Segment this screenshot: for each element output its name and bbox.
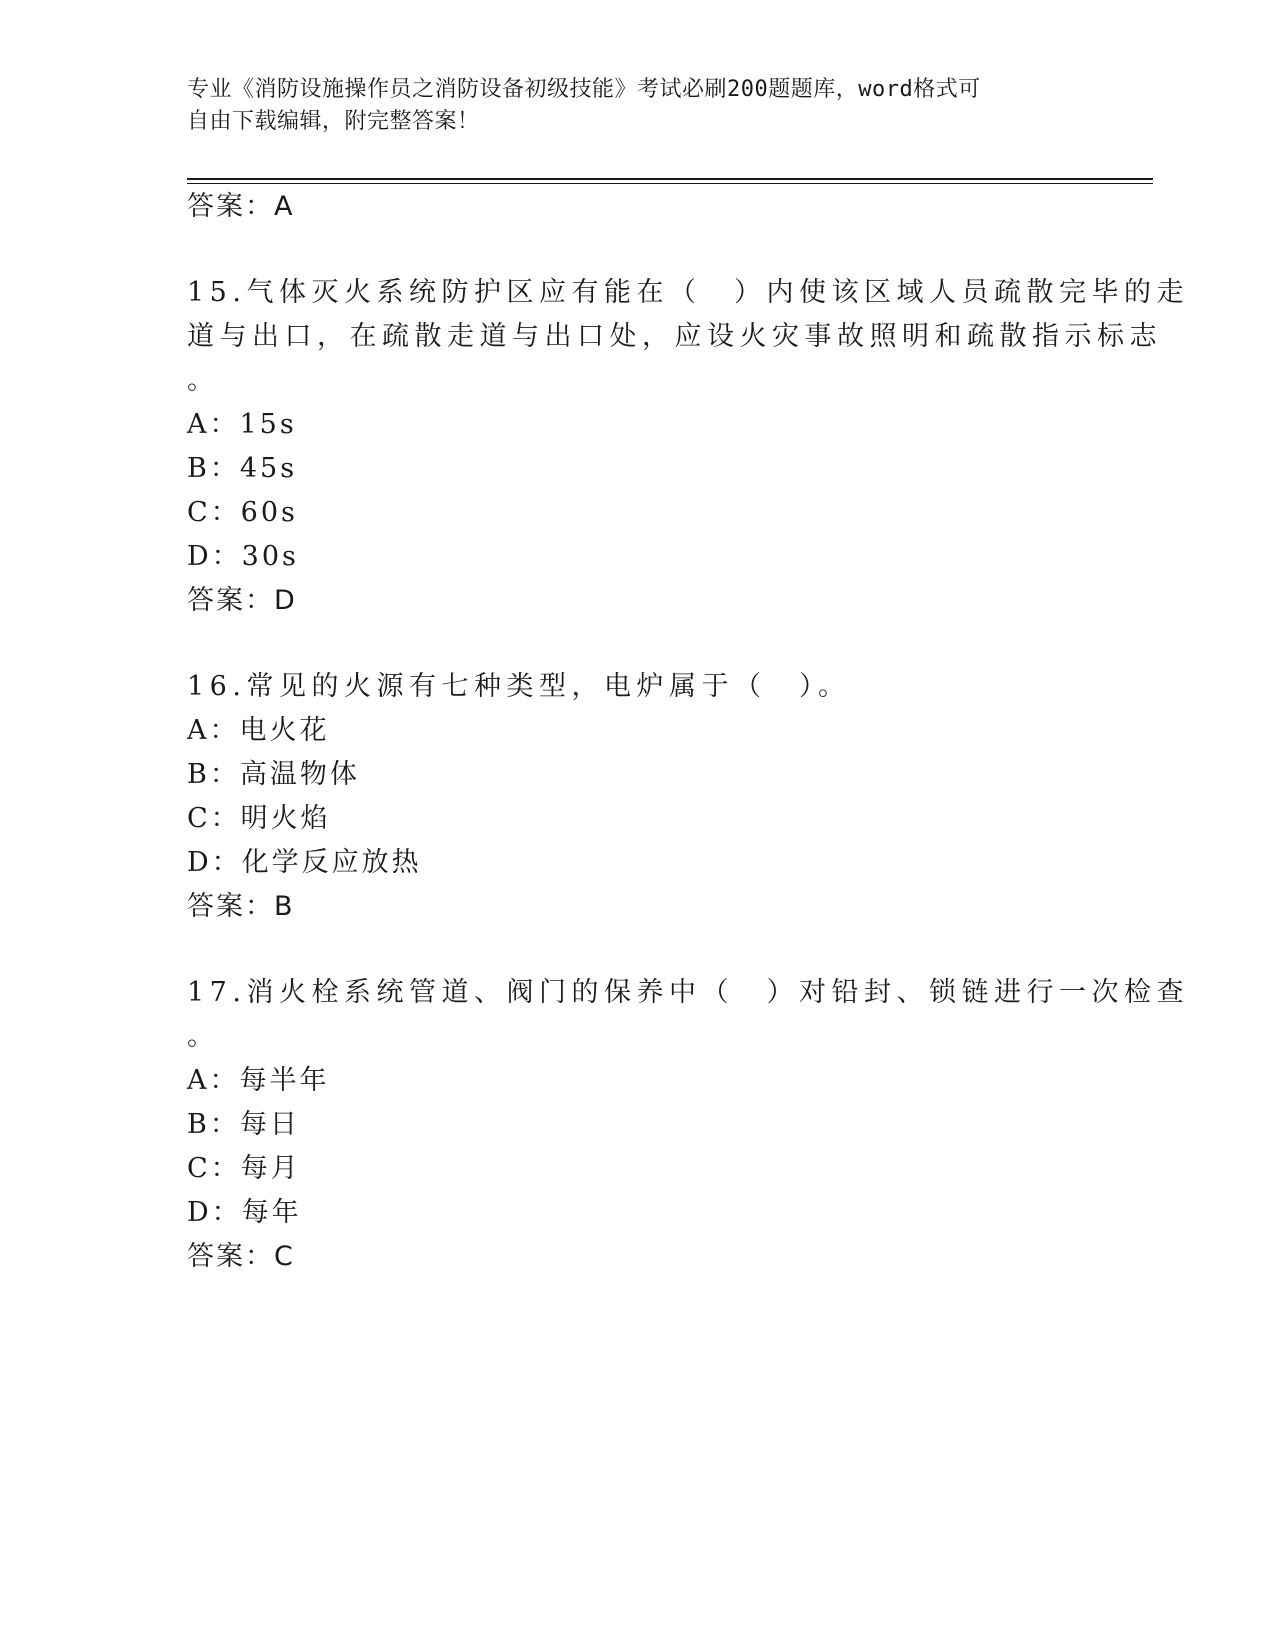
- header-rule-thick: [187, 178, 1153, 180]
- question-16-option-b: B：高温物体: [187, 759, 360, 790]
- question-16-option-c: C：明火焰: [187, 803, 331, 834]
- question-16-answer: 答案：B: [187, 891, 295, 922]
- question-15-answer: 答案：D: [187, 585, 297, 616]
- header-rule-thin: [187, 183, 1153, 184]
- question-15-text-line-1: 15.气体灭火系统防护区应有能在（ ）内使该区域人员疏散完毕的走: [187, 277, 1189, 308]
- question-15-text-line-3: 。: [187, 365, 220, 396]
- question-17-option-c: C：每月: [187, 1153, 301, 1184]
- question-17-text-line-2: 。: [187, 1021, 220, 1052]
- question-15-option-a: A：15s: [187, 409, 297, 440]
- question-17-option-d: D：每年: [187, 1197, 302, 1228]
- question-16-option-a: A：电火花: [187, 715, 330, 746]
- header-line-2: 自由下载编辑，附完整答案！: [187, 109, 480, 134]
- question-17-answer: 答案：C: [187, 1241, 295, 1272]
- question-16-option-d: D：化学反应放热: [187, 847, 422, 878]
- question-17-option-a: A：每半年: [187, 1065, 330, 1096]
- question-15-text-line-2: 道与出口，在疏散走道与出口处，应设火灾事故照明和疏散指示标志: [187, 321, 1162, 352]
- question-15-option-b: B：45s: [187, 453, 298, 484]
- question-17-option-b: B：每日: [187, 1109, 300, 1140]
- header-line-1: 专业《消防设施操作员之消防设备初级技能》考试必刷200题题库，word格式可: [187, 77, 981, 102]
- prev-answer: 答案：A: [187, 191, 295, 222]
- question-17-text-line-1: 17.消火栓系统管道、阀门的保养中（ ）对铅封、锁链进行一次检查: [187, 977, 1189, 1008]
- question-16-text-line-1: 16.常见的火源有七种类型，电炉属于（ ）。: [187, 671, 851, 702]
- question-15-option-d: D：30s: [187, 541, 299, 572]
- question-15-option-c: C：60s: [187, 497, 298, 528]
- page-header: [187, 74, 1087, 138]
